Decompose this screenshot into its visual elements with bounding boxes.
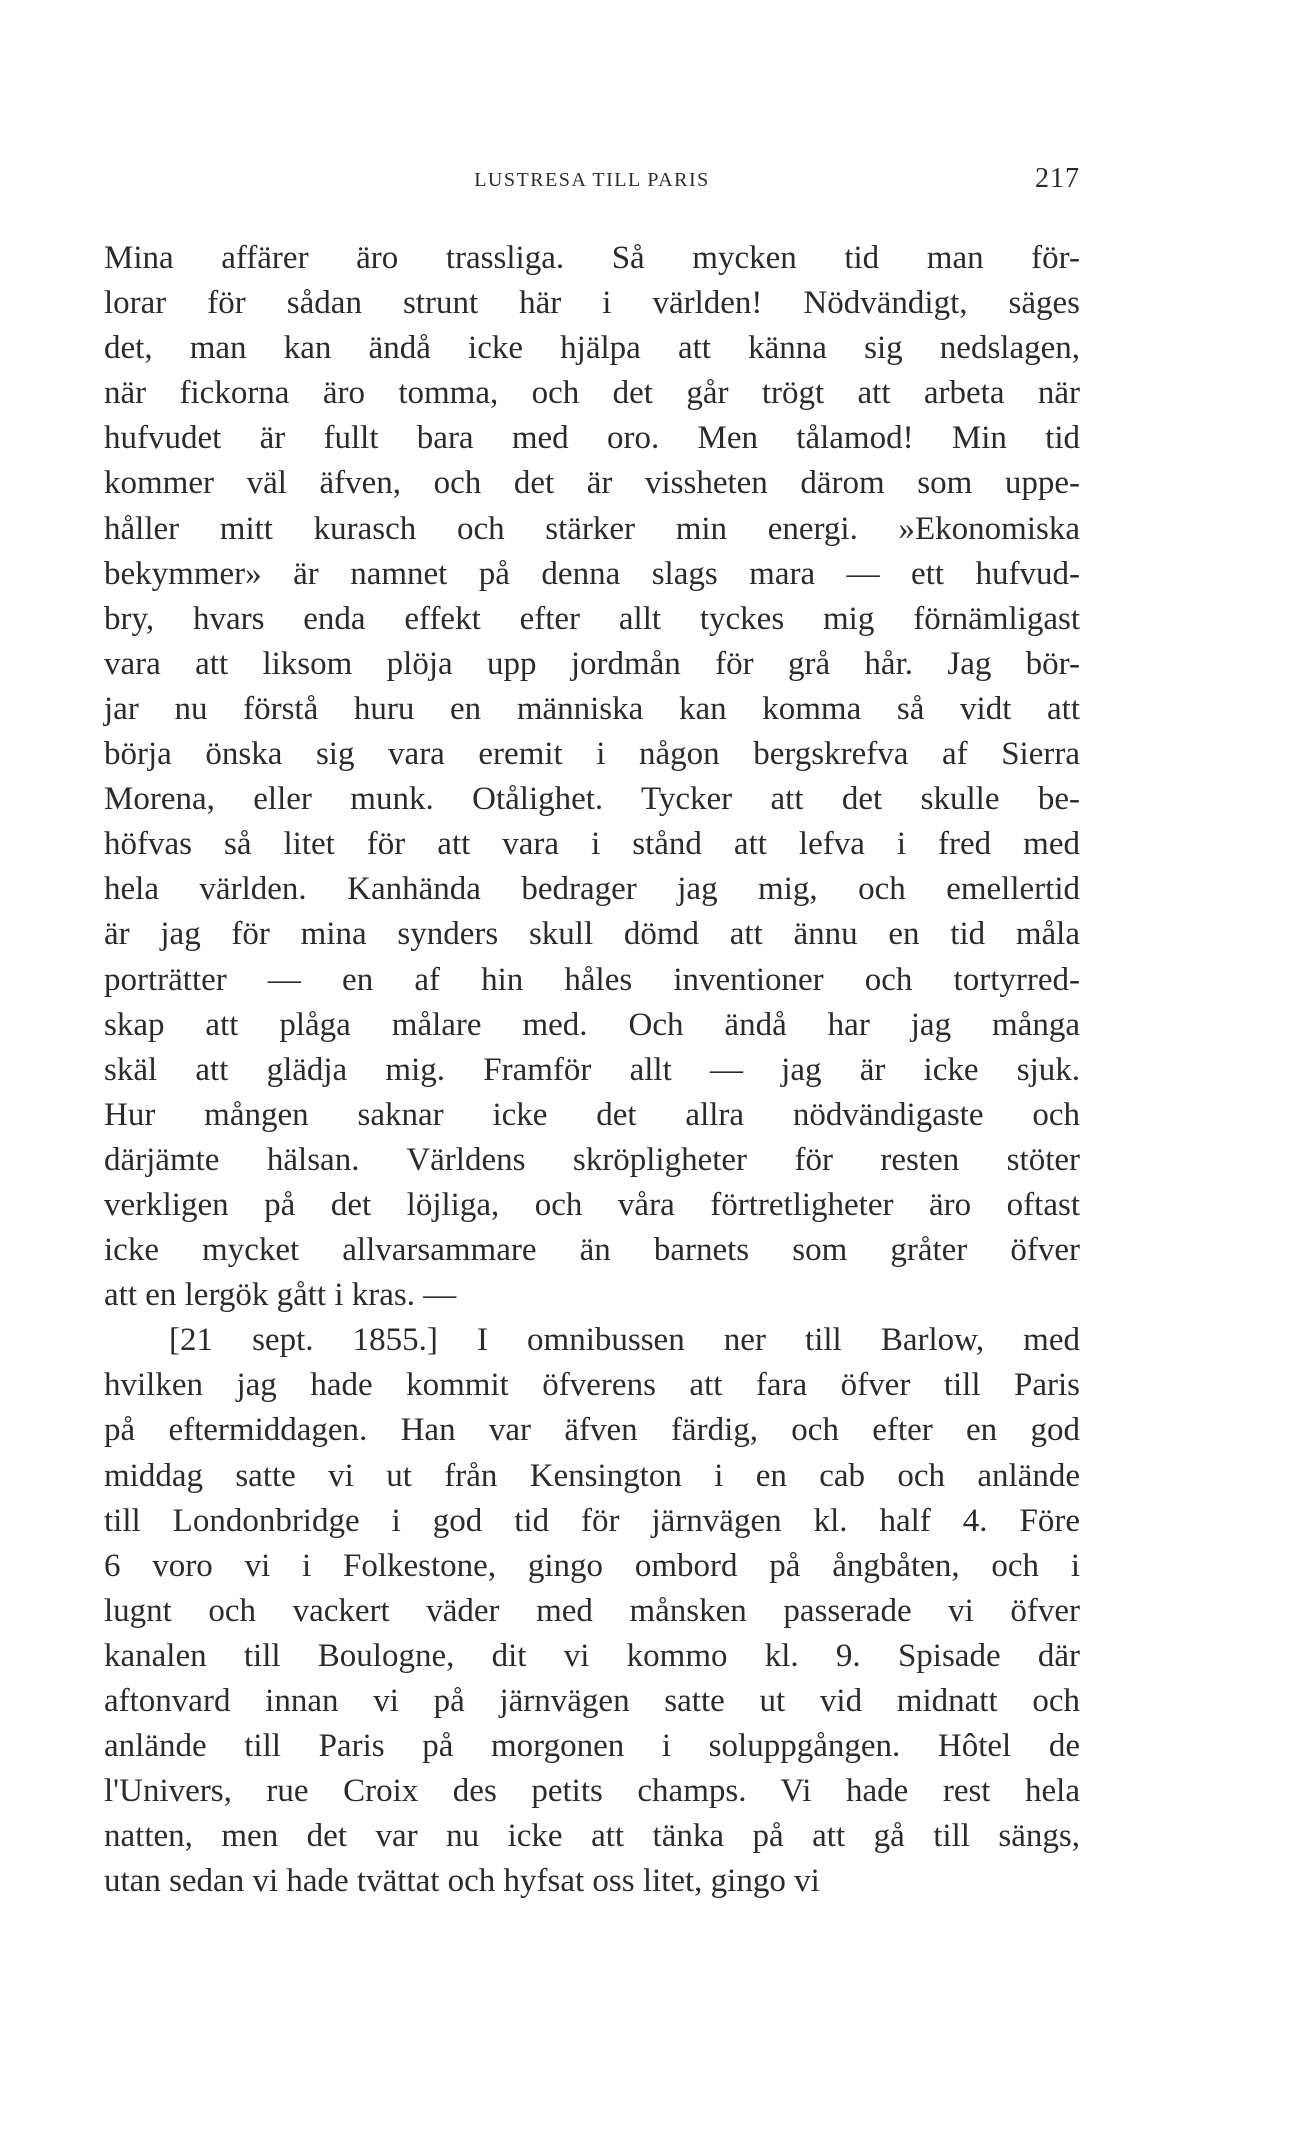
text-line: när fickorna äro tomma, och det går trögt att arbeta när <box>104 375 1080 412</box>
text-line: middag satte vi ut från Kensington i en cab och anlände <box>104 1457 1080 1494</box>
text-line: jar nu förstå huru en människa kan komma så vidt att <box>104 690 1080 727</box>
text-line: skäl att glädja mig. Framför allt — jag är icke sjuk. <box>104 1051 1080 1088</box>
page-number: 217 <box>1035 163 1080 194</box>
text-line: att en lergök gått i kras. — <box>104 1277 457 1314</box>
text-line: håller mitt kurasch och stärker min energi. »Ekonomiska <box>104 510 1080 547</box>
text-line: icke mycket allvarsammare än barnets som gråter öfver <box>104 1232 1080 1269</box>
text-line: hufvudet är fullt bara med oro. Men tålamod! Min tid <box>104 420 1080 457</box>
text-line: hela världen. Kanhända bedrager jag mig, och emellertid <box>104 871 1080 908</box>
text-line: natten, men det var nu icke att tänka på att gå till sängs, <box>104 1818 1080 1855</box>
running-title: LUSTRESA TILL PARIS <box>474 169 710 191</box>
text-line: bekymmer» är namnet på denna slags mara — ett hufvud- <box>104 555 1080 592</box>
text-line: 6 voro vi i Folkestone, gingo ombord på ångbåten, och i <box>104 1547 1080 1584</box>
text-line: börja önska sig vara eremit i någon bergskrefva af Sierra <box>104 736 1080 773</box>
text-line: på eftermiddagen. Han var äfven färdig, och efter en god <box>104 1412 1080 1449</box>
text-line: hvilken jag hade kommit öfverens att fara öfver till Paris <box>104 1367 1080 1404</box>
running-head <box>104 163 1080 197</box>
text-line: Mina affärer äro trassliga. Så mycken tid man för- <box>104 240 1080 276</box>
text-line: lugnt och vackert väder med månsken passerade vi öfver <box>104 1592 1080 1629</box>
text-line: utan sedan vi hade tvättat och hyfsat oss litet, gingo vi <box>104 1863 820 1900</box>
text-line: [21 sept. 1855.] I omnibussen ner till Barlow, med <box>169 1322 1080 1359</box>
text-line: bry, hvars enda effekt efter allt tyckes mig förnämligast <box>104 600 1080 637</box>
text-line: höfvas så litet för att vara i stånd att lefva i fred med <box>104 826 1080 863</box>
text-line: Morena, eller munk. Otålighet. Tycker att det skulle be- <box>104 781 1080 818</box>
text-line: därjämte hälsan. Världens skröpligheter för resten stöter <box>104 1141 1080 1178</box>
text-line: kommer väl äfven, och det är vissheten därom som uppe- <box>104 465 1080 502</box>
text-line: porträtter — en af hin håles inventioner och tortyrred- <box>104 961 1080 998</box>
text-line: lorar för sådan strunt här i världen! Nödvändigt, säges <box>104 285 1080 322</box>
text-line: kanalen till Boulogne, dit vi kommo kl. 9. Spisade där <box>104 1637 1080 1674</box>
body-text <box>104 236 1080 1904</box>
text-line: verkligen på det löjliga, och våra förtretligheter äro oftast <box>104 1186 1080 1223</box>
text-line: till Londonbridge i god tid för järnvägen kl. half 4. Före <box>104 1502 1080 1539</box>
text-line: l'Univers, rue Croix des petits champs. Vi hade rest hela <box>104 1773 1080 1810</box>
text-line: aftonvard innan vi på järnvägen satte ut vid midnatt och <box>104 1683 1080 1719</box>
text-line: Hur mången saknar icke det allra nödvändigaste och <box>104 1096 1080 1133</box>
text-line: är jag för mina synders skull dömd att ännu en tid måla <box>104 916 1080 953</box>
text-line: skap att plåga målare med. Och ändå har jag många <box>104 1006 1080 1043</box>
text-line: vara att liksom plöja upp jordmån för grå hår. Jag bör- <box>104 645 1080 682</box>
text-line: det, man kan ändå icke hjälpa att känna sig nedslagen, <box>104 330 1080 367</box>
text-line: anlände till Paris på morgonen i soluppgången. Hôtel de <box>104 1728 1080 1765</box>
